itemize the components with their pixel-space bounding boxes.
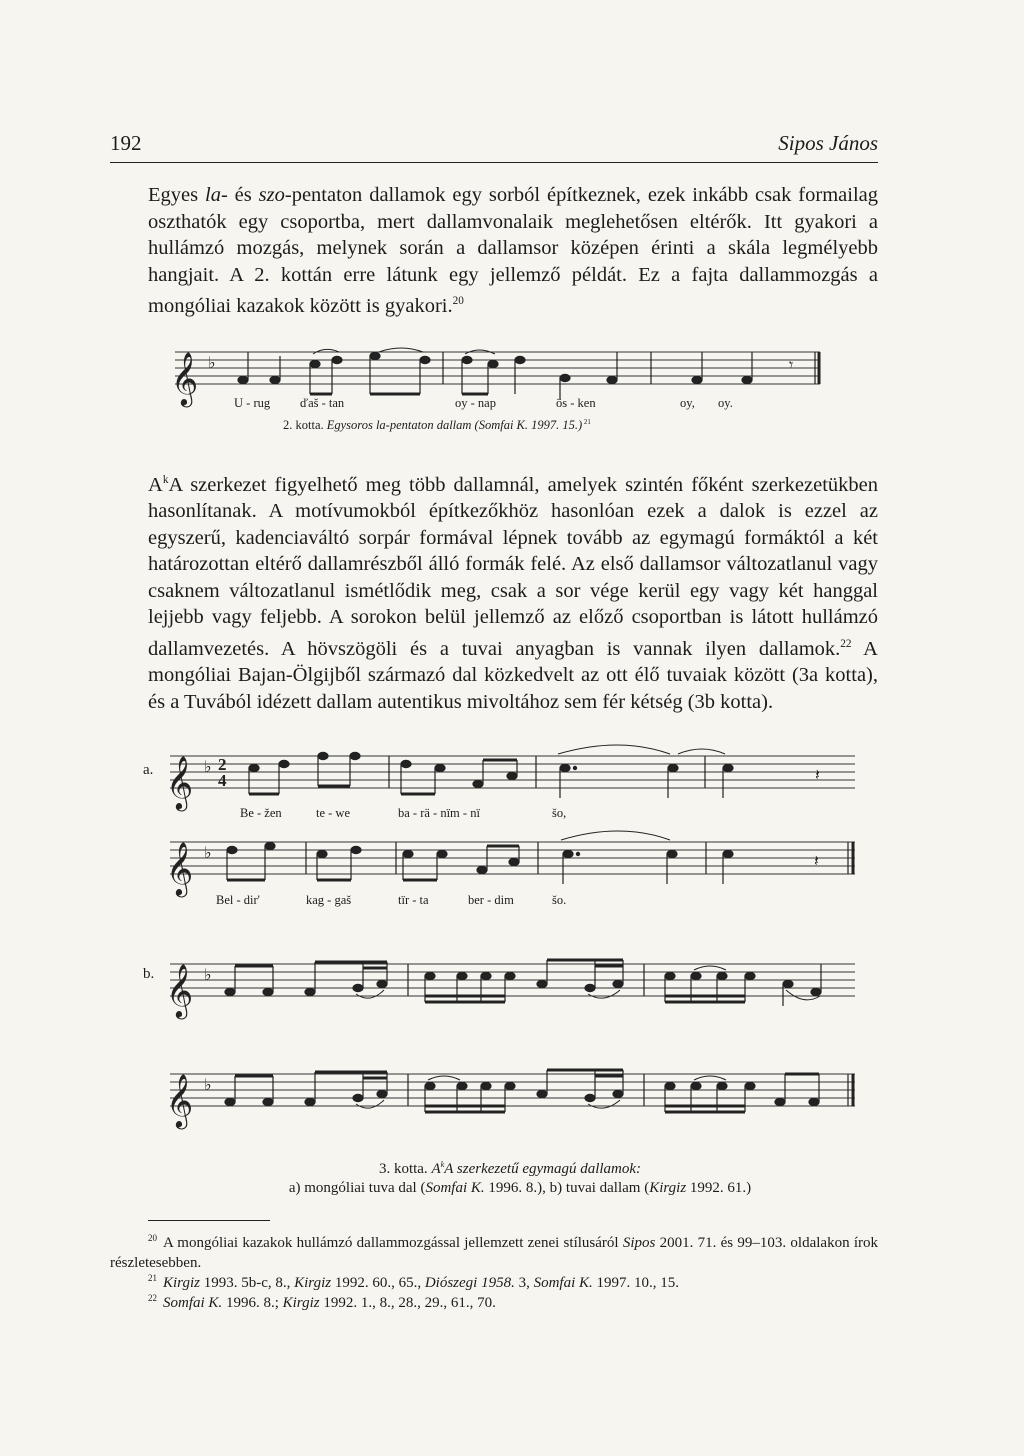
footnote <box>110 1228 878 1273</box>
footnote-text: Somfai K. 1996. 8.; Kirgiz 1992. 1., 8., 28., 29., 61., 70. <box>163 1295 496 1311</box>
paragraph-2: $A^kA$ szerkezet figyelhető meg több dallamnál, amelyek szintén főként szerkezetükben hasonlítanak. A motívumokból építkezőkhöz hasonlóan ezek a dalok is ezzel az egyszerű, kadenciaváltó sorpár formával lépnek tovább az egymagú formáktól a két határozottan eltérő dallamrészből álló formák felé. Az első dallamsor változatlanul vagy csaknem változatlanul ismétlődik meg, csak a sor vége kerül egy vagy két hanggal lejjebb vagy feljebb. A sorokon belül jellemző az előző csoportban is látott hullámzó dallamvezetés. A hövszögöli és a tuvai anyagban is vannak ilyen dallamok.$^{22}$ A mongóliai Bajan-Ölgijből származó dal közkedvelt az ott élő tuvaiak között (3a kotta), és a Tuvából idézett dallam autentikus mivoltához sem fér kétség (3b kotta). <box>148 473 878 713</box>
notes <box>249 752 733 798</box>
time-sig-bottom: 4 <box>218 771 227 790</box>
flat-sign: ♭ <box>204 757 212 776</box>
flat-sign: ♭ <box>204 1075 212 1094</box>
footnote-number: 22 <box>148 1293 157 1303</box>
example-3a-staff-2 <box>166 828 860 895</box>
lyric: ba - rä - nïm - nï <box>398 806 480 820</box>
treble-clef: 𝄞 <box>166 1073 194 1127</box>
label-b: b. <box>143 966 155 982</box>
quarter-rest: 𝄽 <box>814 851 819 870</box>
lyric: oy. <box>718 396 733 410</box>
ties <box>558 745 725 754</box>
example-3b-staff-2 <box>166 1060 860 1127</box>
paragraph-1: Egyes la- és szo-pentaton dallamok egy sorból építkeznek, ezek inkább csak formailag oszthatók egy csoportba, mert dallamvonalaik meglehetősen eltérők. Itt gyakori a hullámzó mozgás, melynek során a dallamsor középen érinti a skála legmélyebb hangjait. A 2. kottán erre látunk egy jellemző példát. Ez a fajta dallammozgás a mongóliai kazakok között is gyakori.$^{20}$ <box>148 184 878 317</box>
example-2-caption: 2. kotta. Egysoros la-pentaton dallam (Somfai K. 1997. 15.) $^{21}$ <box>283 418 591 432</box>
footnote <box>110 1288 878 1313</box>
footnote-number: 20 <box>148 1233 157 1243</box>
footnote-separator <box>148 1220 270 1221</box>
lyric: tïr - ta <box>398 893 429 907</box>
notes <box>225 960 821 1006</box>
page-header <box>110 132 878 163</box>
lyric: šo, <box>552 806 567 820</box>
example-3-caption-line-2: a) mongóliai tuva dal (Somfai K. 1996. 8.), b) tuvai dallam (Kirgiz 1992. 61.) <box>288 1180 752 1196</box>
running-head: Sipos János <box>778 131 878 155</box>
example-3b-staff-1 <box>166 950 860 1017</box>
treble-clef: 𝄞 <box>166 755 194 809</box>
lyric: ös - ken <box>556 396 596 410</box>
slurs <box>313 348 495 354</box>
quarter-rest: 𝄽 <box>815 765 820 784</box>
lyric: šo. <box>552 893 567 907</box>
flat-sign: ♭ <box>204 843 212 862</box>
treble-clef: 𝄞 <box>166 963 194 1017</box>
page-number: 192 <box>110 131 142 155</box>
lyric: oy - nap <box>455 396 496 410</box>
treble-clef: 𝄞 <box>171 351 199 405</box>
example-3-caption-line-1: 3. kotta. $A^kA$ szerkezetű egymagú dallamok: <box>378 1160 642 1177</box>
footnote-text: Kirgiz 1993. 5b-c, 8., Kirgiz 1992. 60., 65., Diószegi 1958. 3, Somfai K. 1997. 10., 15. <box>163 1275 680 1291</box>
label-a: a. <box>143 762 154 778</box>
lyric: Be - žen <box>240 806 282 820</box>
lyric: Bel - dir' <box>216 893 260 907</box>
lyric: ďaš - tan <box>300 396 345 410</box>
example-3a-staff-1 <box>166 742 860 809</box>
example-2-staff <box>171 338 835 418</box>
lyric: U - rug <box>234 396 271 410</box>
footnote-text: A mongóliai kazakok hullámzó dallammozgással jellemzett zenei stílusáról Sipos 2001. 71. és 99–103. oldalakon írok részletesebben. <box>110 1235 878 1271</box>
treble-clef: 𝄞 <box>166 841 194 895</box>
footnote-number: 21 <box>148 1273 157 1283</box>
ties <box>561 831 670 840</box>
time-sig-top: 2 <box>218 755 227 774</box>
notes <box>227 842 733 884</box>
lyric: oy, <box>680 396 695 410</box>
lyric: kag - gaš <box>306 893 352 907</box>
flat-sign: ♭ <box>208 353 216 372</box>
lyric: ber - dim <box>468 893 514 907</box>
lyric: te - we <box>316 806 351 820</box>
flat-sign: ♭ <box>204 965 212 984</box>
eighth-rest: 𝄾 <box>789 355 794 374</box>
